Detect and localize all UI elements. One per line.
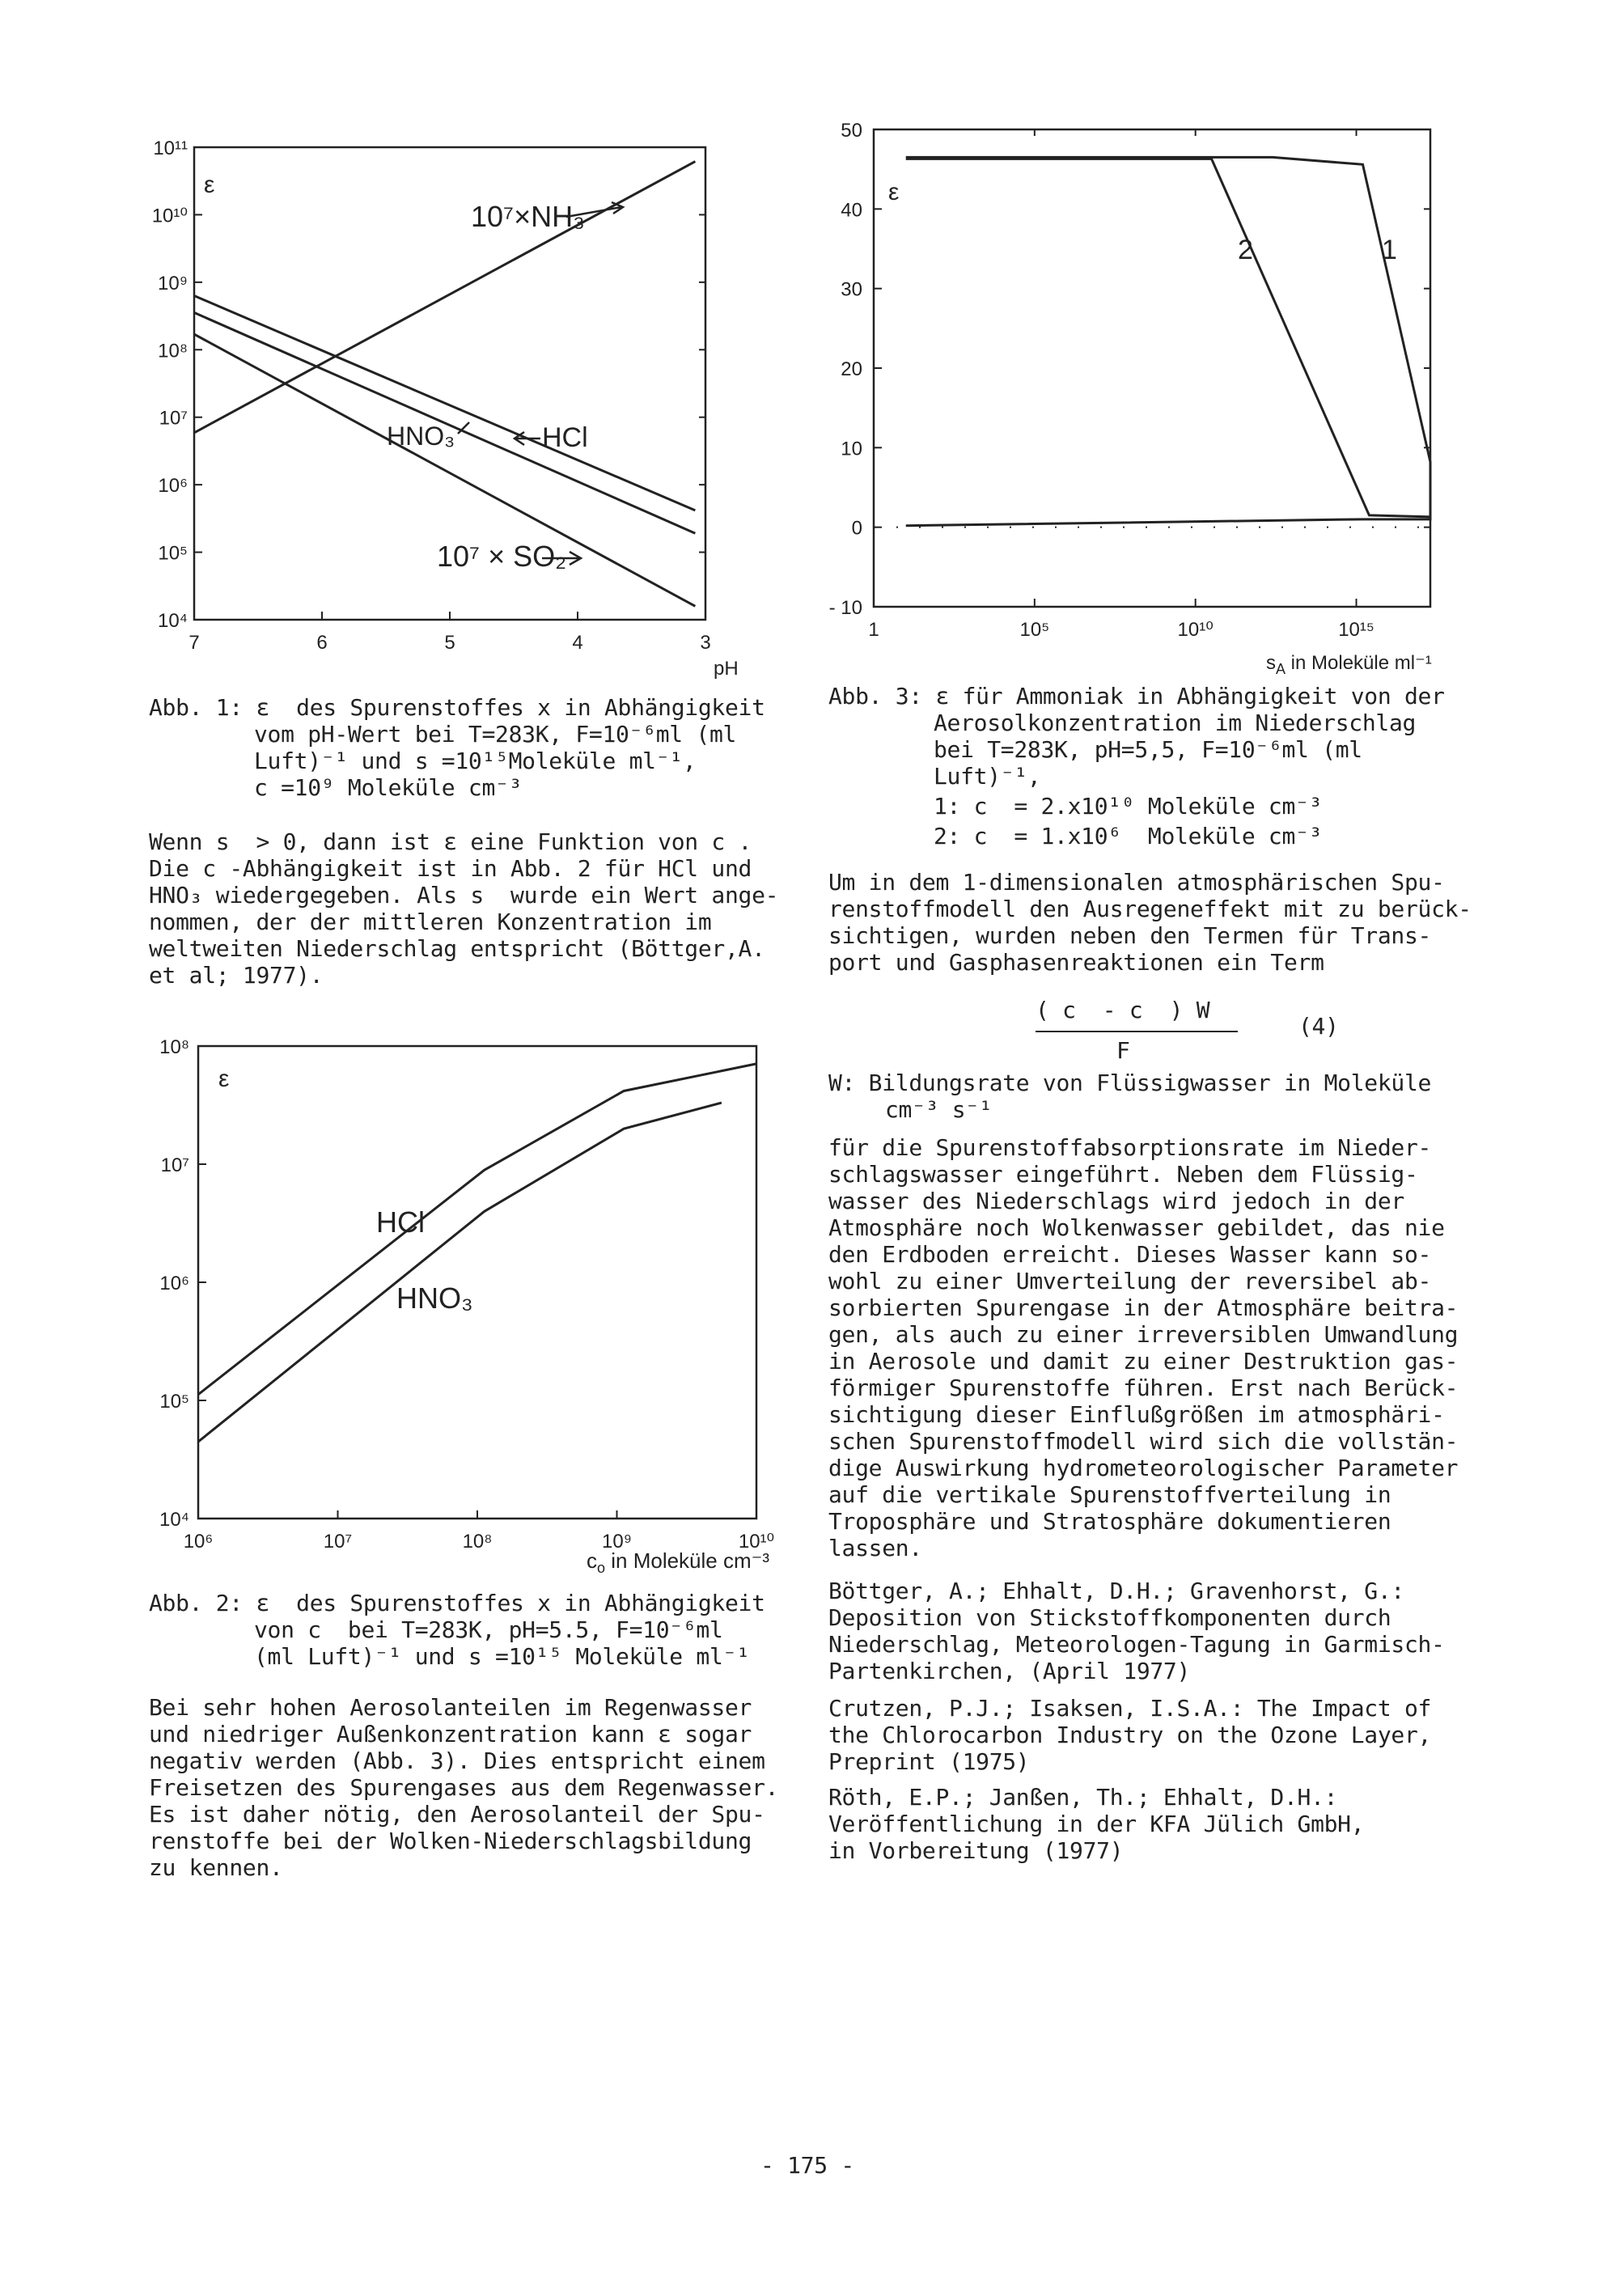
text-line: Veröffentlichung in der KFA Jülich GmbH, [828,1811,1365,1837]
figure-3-caption [828,683,1445,849]
x-tick-label: 10⁹ [602,1531,632,1553]
fig1-series-line-1 [194,296,695,510]
x-tick-label: 10¹⁰ [738,1531,775,1553]
text-line: Es ist daher nötig, den Aerosolanteil der Spu- [149,1801,765,1828]
text-line: Um in dem 1-dimensionalen atmosphärischen Spu- [828,869,1445,896]
x-tick-label: 1 [868,619,879,641]
x-axis-label-subscript: A [1276,661,1286,677]
y-tick-label: 10⁵ [159,1391,189,1413]
text-line: gen, als auch zu einer irreversiblen Umwandlung [828,1321,1459,1348]
x-axis-label-subscript: o [597,1560,606,1576]
x-tick-label: 7 [188,632,200,654]
caption-line: c =10⁹ Moleküle cm⁻³ [254,774,523,801]
caption-line: (ml Luft)⁻¹ und s =10¹⁵ Moleküle ml⁻¹ [254,1643,750,1670]
text-line: Bei sehr hohen Aerosolanteilen im Regenwasser [149,1694,752,1721]
text-line: et al; 1977). [149,962,324,989]
formula-numerator: ( c - c ) W [1036,997,1210,1023]
text-line: sichtigen, wurden neben den Termen für Trans- [828,922,1432,949]
y-tick-label: 10⁶ [159,1273,189,1294]
formula-denominator: F [1116,1037,1130,1064]
formula-number: (4) [1298,1013,1339,1040]
y-tick-label: 30 [841,278,862,301]
y-tick-label: 40 [841,199,862,222]
formula-4 [1036,997,1440,1070]
text-line: schlagswasser eingeführt. Neben dem Flüssig- [828,1161,1418,1188]
y-tick-label: 10⁸ [158,340,188,362]
caption-line: 1: c = 2.x10¹⁰ Moleküle cm⁻³ [934,793,1323,820]
figure-1-chart [138,129,752,680]
text-line: sichtigung dieser Einflußgrößen im atmosphäri- [828,1401,1445,1428]
series-label-hcl: HCl [542,422,588,453]
x-tick-label: 3 [700,632,711,654]
caption-line: bei T=283K, pH=5,5, F=10⁻⁶ml (ml [934,736,1362,763]
text-line: Crutzen, P.J.; Isaksen, I.S.A.: The Impact of [828,1695,1432,1722]
y-axis-label: ε [218,1065,230,1092]
figure-2-chart [138,1015,785,1574]
x-axis-label-symbol: s [1266,652,1276,674]
series-label-so2: 10⁷ × SO₂ [437,540,567,573]
text-line: in Aerosole und damit zu einer Destruktion gas- [828,1348,1459,1375]
series-label-hno3: HNO₃ [387,421,455,451]
paragraph-4 [828,1134,1458,1561]
text-line: schen Spurenstoffmodell wird sich die vollstän- [828,1428,1459,1455]
y-tick-label: 10⁷ [159,407,188,430]
page-number: - 175 - [760,2152,854,2179]
series-label-1: 1 [1382,235,1397,265]
caption-line: vom pH-Wert bei T=283K, F=10⁻⁶ml (ml [254,721,737,748]
text-line: sorbierten Spurengase in der Atmosphäre beitra- [828,1294,1459,1321]
x-axis-label [587,1548,769,1576]
plot-frame [874,129,1430,607]
y-tick-label: 50 [841,120,862,142]
fig2-series-line-1 [198,1103,722,1442]
text-line: weltweiten Niederschlag entspricht (Böttger,A. [149,935,765,962]
caption-line: Abb. 1: ε des Spurenstoffes x in Abhängigkeit [149,694,765,721]
text-line: Freisetzen des Spurengases aus dem Regenwasser. [149,1774,779,1801]
x-axis-label: pH [714,658,739,680]
y-axis-label: ε [204,172,215,198]
y-tick-label: - 10 [828,597,862,619]
text-line: renstoffe bei der Wolken-Niederschlagsbildung [149,1828,752,1854]
y-tick-label: 10⁶ [158,475,188,498]
caption-line: Aerosolkonzentration im Niederschlag [934,710,1417,736]
text-line: Die c -Abhängigkeit ist in Abb. 2 für HCl und [149,855,752,882]
x-tick-label: 10¹⁰ [1177,619,1214,641]
text-line: HNO₃ wiedergegeben. Als s wurde ein Wert ange- [149,882,779,909]
fig2-series-line-0 [198,1064,756,1395]
text-line: negativ werden (Abb. 3). Dies entspricht einem [149,1747,765,1774]
x-tick-label: 4 [572,632,583,654]
text-line: und niedriger Außenkonzentration kann ε sogar [149,1721,752,1747]
text-line: lassen. [828,1535,922,1561]
figure-1-caption [149,694,765,801]
y-tick-label: 10¹¹ [153,138,188,159]
text-line: cm⁻³ s⁻¹ [885,1096,993,1123]
x-tick-label: 6 [316,632,328,654]
y-axis-label: ε [888,179,900,205]
text-line: dige Auswirkung hydrometeorologischer Parameter [828,1455,1459,1481]
text-line: in Vorbereitung (1977) [828,1837,1124,1864]
x-tick-label: 10⁶ [183,1531,214,1553]
w-definition [828,1070,1431,1123]
text-line: W: Bildungsrate von Flüssigwasser in Moleküle [828,1070,1432,1096]
y-tick-label: 10⁷ [160,1154,189,1176]
x-axis-label-unit: in Moleküle ml⁻¹ [1286,652,1432,674]
text-line: Wenn s > 0, dann ist ε eine Funktion von c . [149,828,752,855]
y-tick-label: 10⁴ [159,1509,189,1531]
y-tick-label: 10⁹ [158,272,188,294]
text-line: für die Spurenstoffabsorptionsrate im Nieder- [828,1134,1432,1161]
x-tick-label: 10⁸ [462,1531,493,1553]
text-line: wohl zu einer Umverteilung der reversibel ab- [828,1268,1432,1294]
x-tick-label: 5 [444,632,455,654]
text-line: Preprint (1975) [828,1748,1030,1775]
text-line: nommen, der der mittleren Konzentration im [149,909,712,935]
formula-fraction-bar [1036,1031,1238,1032]
text-line: förmiger Spurenstoffe führen. Erst nach Berück- [828,1375,1459,1401]
fig1-series-line-0 [194,162,695,433]
text-line: Partenkirchen, (April 1977) [828,1658,1191,1684]
paragraph-3 [828,869,1472,976]
text-line: Röth, E.P.; Janßen, Th.; Ehhalt, D.H.: [828,1784,1338,1811]
figure-3-chart [817,117,1472,676]
y-tick-label: 20 [841,358,862,380]
caption-line: Abb. 3: ε für Ammoniak in Abhängigkeit von der [828,683,1445,710]
text-line: Deposition von Stickstoffkomponenten durch [828,1604,1391,1631]
text-line: port und Gasphasenreaktionen ein Term [828,949,1324,976]
caption-line: von c bei T=283K, pH=5.5, F=10⁻⁶ml [254,1616,723,1643]
y-tick-label: 10⁵ [158,542,188,565]
text-line: Atmosphäre noch Wolkenwasser gebildet, das nie [828,1214,1445,1241]
series-label-hno3: HNO₃ [396,1281,473,1315]
x-tick-label: 10⁵ [1019,619,1050,641]
caption-line: 2: c = 1.x10⁶ Moleküle cm⁻³ [934,823,1323,849]
y-tick-label: 10⁸ [159,1036,189,1058]
figure-2-caption [149,1590,765,1670]
paragraph-1 [149,828,778,989]
y-tick-label: 10⁴ [157,610,188,632]
series-label-hcl: HCl [376,1205,425,1239]
text-line: the Chlorocarbon Industry on the Ozone Layer, [828,1722,1432,1748]
reference-2 [828,1695,1431,1775]
x-axis-label-symbol: c [587,1548,597,1573]
text-line: Troposphäre und Stratosphäre dokumentieren [828,1508,1391,1535]
text-line: den Erdboden erreicht. Dieses Wasser kann so- [828,1241,1432,1268]
fig3-series-line-1 [906,159,1430,516]
caption-line: Abb. 2: ε des Spurenstoffes x in Abhängigkeit [149,1590,765,1616]
reference-3 [828,1784,1364,1864]
paragraph-2 [149,1694,778,1881]
x-axis-label-unit: in Moleküle cm⁻³ [605,1548,770,1573]
y-tick-label: 0 [851,517,862,540]
series-label-2: 2 [1238,235,1253,265]
caption-line: Luft)⁻¹ und s =10¹⁵Moleküle ml⁻¹, [254,748,697,774]
text-line: wasser des Niederschlags wird jedoch in der [828,1188,1404,1214]
text-line: auf die vertikale Spurenstoffverteilung in [828,1481,1391,1508]
caption-line: Luft)⁻¹, [934,763,1041,790]
x-tick-label: 10⁷ [323,1531,353,1553]
x-tick-label: 10¹⁵ [1338,619,1374,641]
y-tick-label: 10¹⁰ [151,205,188,227]
text-line: renstoffmodell den Ausregeneffekt mit zu berück- [828,896,1472,922]
y-tick-label: 10 [841,438,862,460]
fig3-series-line-0 [906,157,1430,525]
text-line: Niederschlag, Meteorologen-Tagung in Garmisch- [828,1631,1445,1658]
text-line: Böttger, A.; Ehhalt, D.H.; Gravenhorst, G.: [828,1578,1404,1604]
text-line: zu kennen. [149,1854,283,1881]
x-axis-label [1266,652,1432,677]
series-label-nh3: 10⁷×NH₃ [471,200,585,233]
reference-1 [828,1578,1445,1684]
